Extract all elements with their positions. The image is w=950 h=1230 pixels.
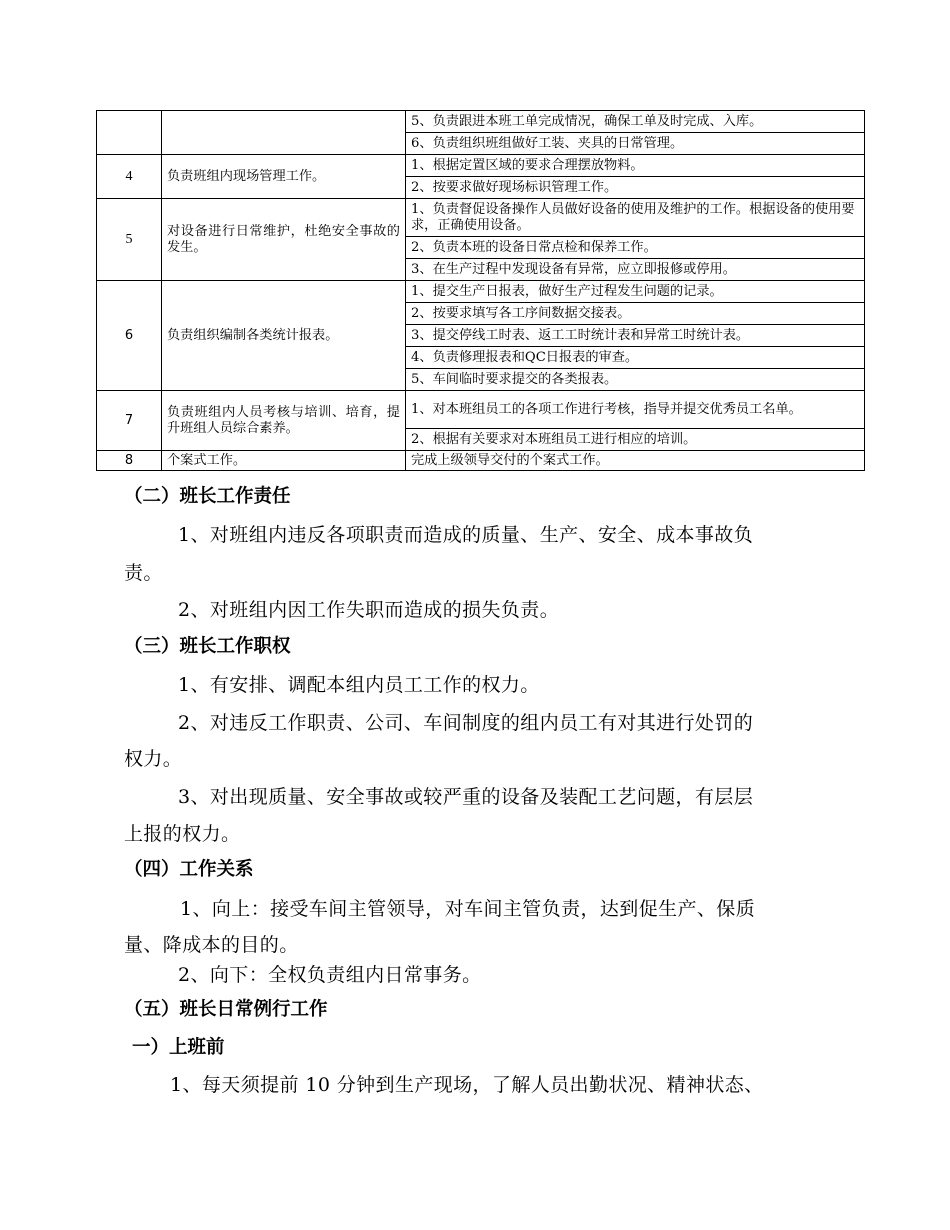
row-number: 8 <box>97 451 162 471</box>
duty-item: 2、按要求做好现场标识管理工作。 <box>406 177 865 199</box>
duty-description: 负责班组内现场管理工作。 <box>162 155 406 199</box>
duty-item: 2、根据有关要求对本班组员工进行相应的培训。 <box>406 429 865 451</box>
paragraph-line: 2、向下：全权负责组内日常事务。 <box>178 964 482 986</box>
paragraph-line: 1、向上：接受车间主管领导，对车间主管负责，达到促生产、保质 <box>180 898 756 920</box>
duty-item: 3、在生产过程中发现设备有异常，应立即报修或停用。 <box>406 259 865 281</box>
table-row <box>97 391 865 429</box>
duty-item: 1、对本班组员工的各项工作进行考核，指导并提交优秀员工名单。 <box>406 391 865 429</box>
row-number: 7 <box>97 391 162 451</box>
duty-item: 3、提交停线工时表、返工工时统计表和异常工时统计表。 <box>406 325 865 347</box>
duty-item: 完成上级领导交付的个案式工作。 <box>406 451 865 471</box>
section-heading: （四）工作关系 <box>124 859 254 880</box>
paragraph-line: 上报的权力。 <box>124 823 241 845</box>
paragraph-line: 2、对违反工作职责、公司、车间制度的组内员工有对其进行处罚的 <box>178 712 754 734</box>
row-number: 5 <box>97 199 162 281</box>
duty-item: 2、按要求填写各工序间数据交接表。 <box>406 303 865 325</box>
subsection-heading: 一）上班前 <box>132 1037 225 1058</box>
table-row <box>97 451 865 471</box>
paragraph-line: 3、对出现质量、安全事故或较严重的设备及装配工艺问题，有层层 <box>178 786 754 808</box>
section-heading: （二）班长工作责任 <box>124 486 291 507</box>
section-heading: （三）班长工作职权 <box>124 636 291 657</box>
duty-item: 2、负责本班的设备日常点检和保养工作。 <box>406 237 865 259</box>
duty-item: 1、负责督促设备操作人员做好设备的使用及维护的工作。根据设备的使用要求，正确使用设备。 <box>406 199 865 237</box>
paragraph-line: 1、对班组内违反各项职责而造成的质量、生产、安全、成本事故负 <box>178 524 754 546</box>
paragraph-line: 量、降成本的目的。 <box>124 934 299 956</box>
table-row <box>97 199 865 237</box>
paragraph-line: 1、有安排、调配本组内员工工作的权力。 <box>178 674 540 696</box>
duty-item: 5、车间临时要求提交的各类报表。 <box>406 369 865 391</box>
paragraph-line: 2、对班组内因工作失职而造成的损失负责。 <box>178 599 560 621</box>
duty-item: 4、负责修理报表和QC日报表的审查。 <box>406 347 865 369</box>
row-number: 6 <box>97 281 162 391</box>
duty-description: 负责组织编制各类统计报表。 <box>162 281 406 391</box>
paragraph-line: 1、每天须提前 10 分钟到生产现场，了解人员出勤状况、精神状态、 <box>170 1074 764 1096</box>
duty-description: 负责班组内人员考核与培训、培育，提升班组人员综合素养。 <box>162 391 406 451</box>
duty-description <box>162 111 406 155</box>
duty-description: 个案式工作。 <box>162 451 406 471</box>
paragraph-line: 责。 <box>124 562 163 584</box>
row-number <box>97 111 162 155</box>
section-heading: （五）班长日常例行工作 <box>124 999 328 1020</box>
duty-table <box>96 110 865 471</box>
duty-item: 6、负责组织班组做好工装、夹具的日常管理。 <box>406 133 865 155</box>
duty-item: 1、提交生产日报表，做好生产过程发生问题的记录。 <box>406 281 865 303</box>
table-row <box>97 155 865 177</box>
duty-description: 对设备进行日常维护，杜绝安全事故的发生。 <box>162 199 406 281</box>
table-row <box>97 281 865 303</box>
row-number: 4 <box>97 155 162 199</box>
table-row <box>97 111 865 133</box>
duty-item: 5、负责跟进本班工单完成情况，确保工单及时完成、入库。 <box>406 111 865 133</box>
duty-item: 1、根据定置区域的要求合理摆放物料。 <box>406 155 865 177</box>
paragraph-line: 权力。 <box>124 748 183 770</box>
